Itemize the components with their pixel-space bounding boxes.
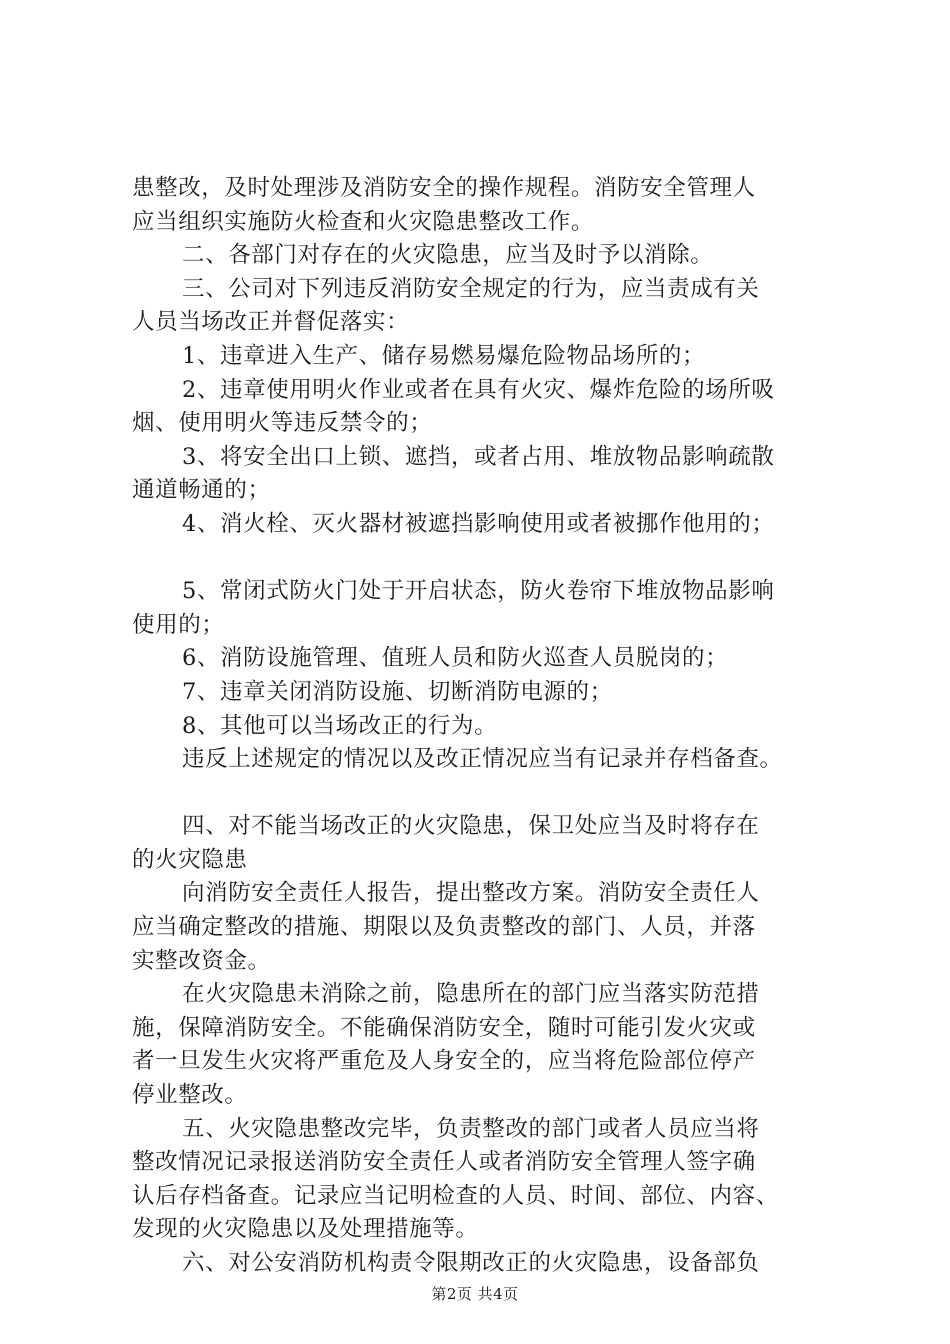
blank-line <box>132 542 832 576</box>
paragraph-line: 实整改资金。 <box>132 947 271 974</box>
paragraph-line: 发现的火灾隐患以及处理措施等。 <box>132 1216 479 1243</box>
paragraph-line: 整改情况记录报送消防安全责任人或者消防安全管理人签字确 <box>132 1149 756 1176</box>
document-body <box>132 172 832 1281</box>
list-item-line: 4、消火栓、灭火器材被遮挡影响使用或者被挪作他用的； <box>182 510 775 537</box>
paragraph-line: 患整改，及时处理涉及消防安全的操作规程。消防安全管理人 <box>132 175 756 201</box>
paragraph-line: 的火灾隐患 <box>132 846 248 873</box>
paragraph-line: 五、火灾隐患整改完毕，负责整改的部门或者人员应当将 <box>182 1115 760 1142</box>
list-item-line: 7、违章关闭消防设施、切断消防电源的； <box>182 678 613 705</box>
paragraph-line: 者一旦发生火灾将严重危及人身安全的，应当将危险部位停产 <box>132 1048 756 1075</box>
paragraph-line: 在火灾隐患未消除之前，隐患所在的部门应当落实防范措 <box>182 981 760 1008</box>
paragraph-line: 四、对不能当场改正的火灾隐患，保卫处应当及时将存在 <box>182 813 760 840</box>
paragraph-line: 违反上述规定的情况以及改正情况应当有记录并存档备查。 <box>182 746 783 773</box>
list-item-line: 使用的； <box>132 611 225 638</box>
list-item-line: 1、违章进入生产、储存易燃易爆危险物品场所的； <box>182 342 706 369</box>
paragraph-line: 应当确定整改的措施、期限以及负责整改的部门、人员，并落 <box>132 914 756 941</box>
paragraph-line: 六、对公安消防机构责令限期改正的火灾隐患，设备部负 <box>182 1250 760 1276</box>
paragraph-line: 施，保障消防安全。不能确保消防安全，随时可能引发火灾或 <box>132 1014 756 1041</box>
paragraph-line: 停业整改。 <box>132 1082 248 1109</box>
list-item-line: 8、其他可以当场改正的行为。 <box>182 712 498 739</box>
paragraph-line: 向消防安全责任人报告，提出整改方案。消防安全责任人 <box>182 880 760 907</box>
list-item-line: 烟、使用明火等违反禁令的； <box>132 410 433 437</box>
list-item-line: 6、消防设施管理、值班人员和防火巡查人员脱岗的； <box>182 645 729 672</box>
list-item-line: 通道畅通的； <box>132 477 271 504</box>
page-number-footer: 第2页 共4页 <box>431 1285 519 1303</box>
paragraph-line: 认后存档备查。记录应当记明检查的人员、时间、部位、内容、 <box>132 1182 779 1209</box>
paragraph-line: 二、各部门对存在的火灾隐患，应当及时予以消除。 <box>182 242 714 269</box>
paragraph-line: 人员当场改正并督促落实： <box>132 309 410 336</box>
list-item-line: 5、常闭式防火门处于开启状态，防火卷帘下堆放物品影响 <box>182 578 775 605</box>
paragraph-line: 三、公司对下列违反消防安全规定的行为，应当责成有关 <box>182 275 760 302</box>
list-item-line: 2、违章使用明火作业或者在具有火灾、爆炸危险的场所吸 <box>182 376 775 403</box>
list-item-line: 3、将安全出口上锁、遮挡，或者占用、堆放物品影响疏散 <box>182 443 775 470</box>
paragraph-line: 应当组织实施防火检查和火灾隐患整改工作。 <box>132 208 595 235</box>
blank-line <box>132 777 832 811</box>
